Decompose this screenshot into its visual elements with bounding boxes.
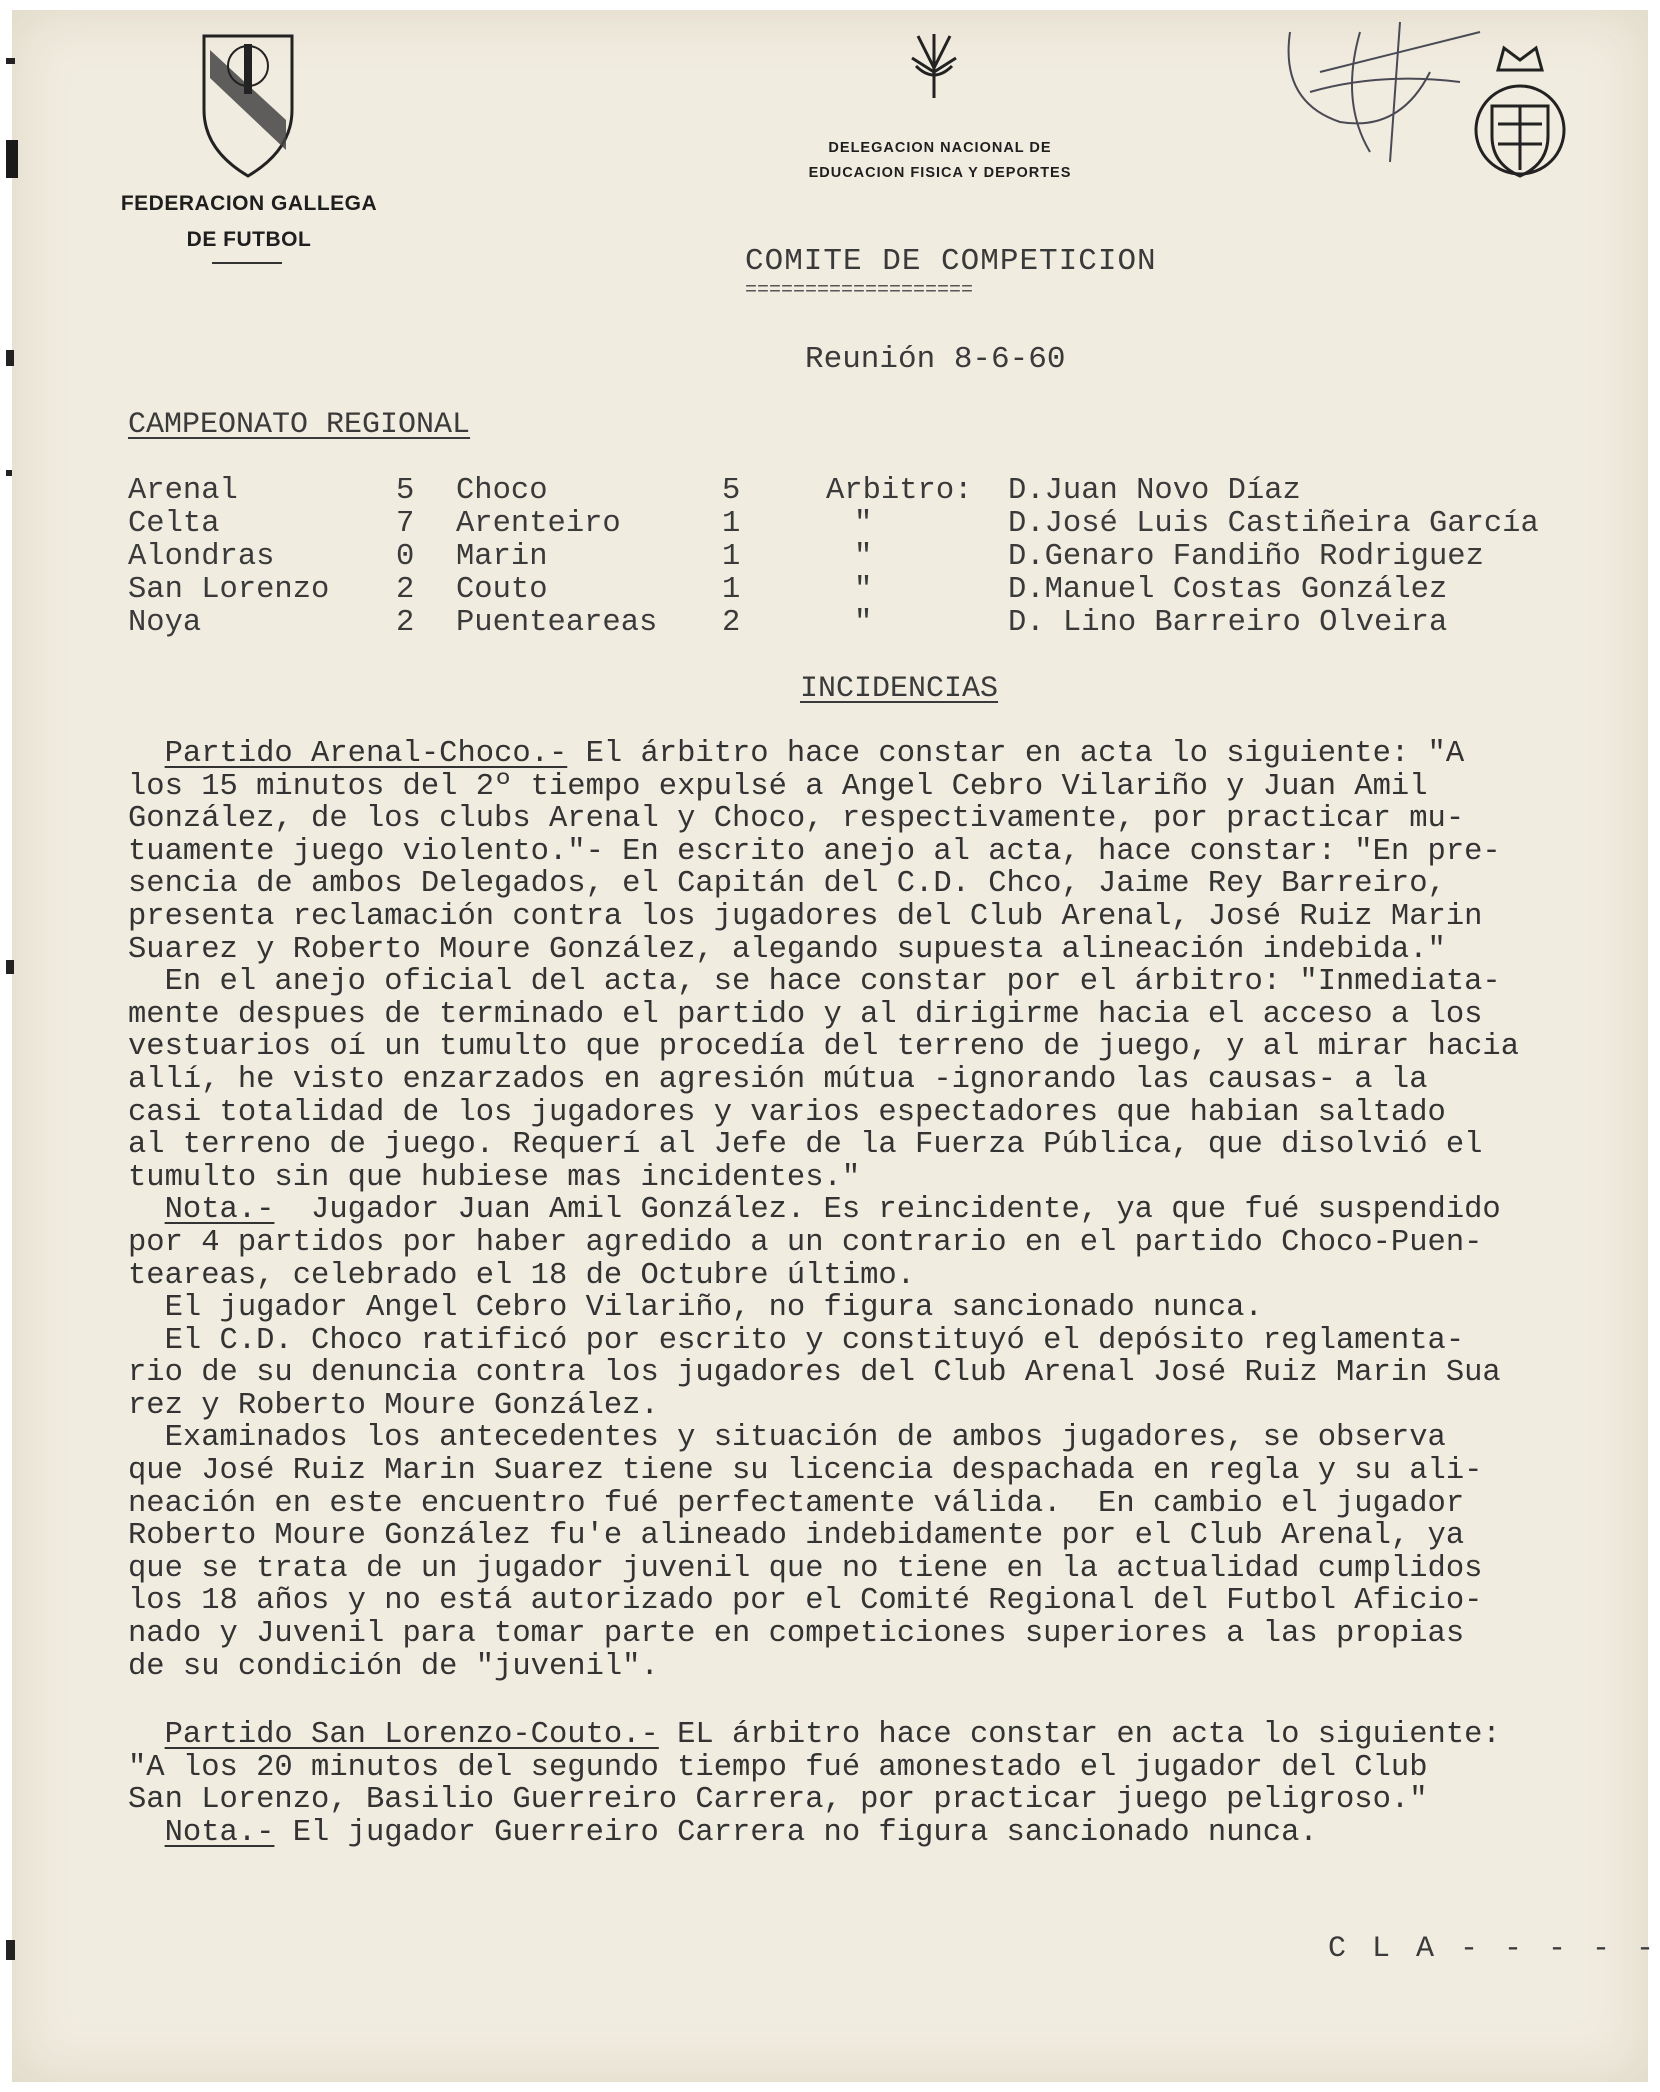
title-double-rule: =================== — [745, 279, 974, 302]
text-line: los 15 minutos del 2º tiempo expulsé a Angel Cebro Vilariño y Juan Amil — [128, 769, 1428, 804]
text-line: sencia de ambos Delegados, el Capitán del C.D. Chco, Jaime Rey Barreiro, — [128, 867, 1446, 902]
away-score: 1 — [722, 540, 741, 574]
text-line: vestuarios oí un tumulto que procedía del terreno de juego, y al mirar hacia — [128, 1030, 1520, 1065]
text-line: San Lorenzo, Basilio Guerreiro Carrera, por practicar juego peligroso." — [128, 1783, 1428, 1818]
home-score: 7 — [396, 507, 415, 541]
incidents-body — [128, 738, 1648, 1850]
federation-name: FEDERACION GALLEGA DE FUTBOL — [120, 192, 378, 251]
text-line: El C.D. Choco ratificó por escrito y constituyó el depósito reglamenta- — [128, 1323, 1465, 1358]
meeting-date: Reunión 8-6-60 — [805, 342, 1066, 377]
match1-heading: Partido Arenal-Choco.- — [164, 737, 568, 771]
text-line: allí, he visto enzarzados en agresión mútua -ignorando las causas- a la — [128, 1062, 1428, 1097]
note-label: Nota.- — [164, 1816, 275, 1850]
home-team: Alondras — [128, 540, 275, 574]
referee-name: D. Lino Barreiro Olveira — [1008, 606, 1448, 640]
match1-first-line-text: El árbitro hace constar en acta lo siguiente: "A — [567, 737, 1465, 771]
text-line: tuamente juego violento."- En escrito anejo al acta, hace constar: "En pre- — [128, 834, 1501, 869]
text-line: teareas, celebrado el 18 de Octubre último. — [128, 1258, 916, 1293]
away-team: Choco — [456, 474, 548, 508]
continuation-mark: C L A - - - - - — [1328, 1932, 1659, 1966]
away-score: 2 — [722, 606, 741, 640]
text-line: tumulto sin que hubiese mas incidentes." — [128, 1160, 861, 1195]
away-score: 1 — [722, 573, 741, 607]
match1-first-line — [128, 738, 1648, 771]
away-team: Marin — [456, 540, 548, 574]
text-line: En el anejo oficial del acta, se hace constar por el árbitro: "Inmediata- — [128, 965, 1501, 1000]
result-row — [128, 573, 1638, 606]
text-line: por 4 partidos por haber agredido a un contrario en el partido Choco-Puen- — [128, 1225, 1483, 1260]
referee-name: D.Manuel Costas González — [1008, 573, 1448, 607]
away-score: 5 — [722, 474, 741, 508]
text-line: al terreno de juego. Requerí al Jefe de la Fuerza Pública, que disolvió el — [128, 1128, 1483, 1163]
text-line: mente despues de terminado el partido y al dirigirme hacia el acceso a los — [128, 997, 1483, 1032]
ditto-mark: " — [854, 540, 873, 574]
home-team: Celta — [128, 507, 220, 541]
text-line: El jugador Angel Cebro Vilariño, no figura sancionado nunca. — [128, 1291, 1263, 1326]
text-line: casi totalidad de los jugadores y varios espectadores que habian saltado — [128, 1095, 1446, 1130]
text-line: Roberto Moure González fu'e alineado indebidamente por el Club Arenal, ya — [128, 1519, 1465, 1554]
result-row — [128, 606, 1638, 639]
match2-first-line — [128, 1719, 1648, 1752]
result-row — [128, 540, 1638, 573]
match2-first-line-text: EL árbitro hace constar en acta lo siguiente: — [658, 1718, 1501, 1753]
note-text: Jugador Juan Amil González. Es reincidente, ya que fué suspendido — [274, 1193, 1501, 1228]
result-row — [128, 474, 1638, 507]
incidents-heading: INCIDENCIAS — [800, 672, 999, 706]
home-score: 2 — [396, 606, 415, 640]
text-line: que se trata de un jugador juvenil que no tiene en la actualidad cumplidos — [128, 1551, 1483, 1586]
federation-shield-logo — [200, 30, 296, 180]
text-line: "A los 20 minutos del segundo tiempo fué amonestado el jugador del Club — [128, 1750, 1428, 1785]
federation-rule — [212, 262, 282, 264]
text-line: presenta reclamación contra los jugadores del Club Arenal, José Ruiz Marin — [128, 899, 1483, 934]
text-line: que José Ruiz Marin Suarez tiene su licencia despachada en regla y su ali- — [128, 1454, 1483, 1489]
result-row — [128, 507, 1638, 540]
referee-name: D.José Luis Castiñeira García — [1008, 507, 1539, 541]
home-score: 2 — [396, 573, 415, 607]
delegation-name: DELEGACION NACIONAL DE EDUCACION FISICA Y DEPORTES — [808, 140, 1072, 181]
note-text: El jugador Guerreiro Carrera no figura sancionado nunca. — [274, 1816, 1318, 1850]
match2-note-line — [128, 1817, 1648, 1850]
paragraph-gap — [128, 1683, 1648, 1719]
referee-label: Arbitro: — [826, 474, 973, 508]
text-line: rio de su denuncia contra los jugadores del Club Arenal José Ruiz Marin Sua — [128, 1356, 1501, 1391]
away-team: Puenteareas — [456, 606, 658, 640]
ditto-mark: " — [854, 606, 873, 640]
ditto-mark: " — [854, 507, 873, 541]
text-line: neación en este encuentro fué perfectamente válida. En cambio el jugador — [128, 1486, 1465, 1521]
handwritten-signature — [1280, 12, 1490, 162]
home-team: Arenal — [128, 474, 238, 508]
ditto-mark: " — [854, 573, 873, 607]
away-score: 1 — [722, 507, 741, 541]
home-team: San Lorenzo — [128, 573, 330, 607]
match2-heading: Partido San Lorenzo-Couto.- — [164, 1718, 659, 1753]
away-team: Couto — [456, 573, 548, 607]
text-line: González, de los clubs Arenal y Choco, respectivamente, por practicar mu- — [128, 802, 1465, 837]
text-line: nado y Juvenil para tomar parte en competiciones superiores a las propias — [128, 1617, 1465, 1652]
text-line: Examinados los antecedentes y situación de ambos jugadores, se observa — [128, 1421, 1446, 1456]
home-team: Noya — [128, 606, 202, 640]
text-line: de su condición de "juvenil". — [128, 1649, 659, 1684]
text-line: Suarez y Roberto Moure González, alegando supuesta alineación indebida." — [128, 932, 1446, 967]
away-team: Arenteiro — [456, 507, 621, 541]
match1-note-line — [128, 1194, 1648, 1227]
referee-name: D.Juan Novo Díaz — [1008, 474, 1301, 508]
binder-holes — [6, 0, 30, 2092]
document-title: COMITE DE COMPETICION — [745, 244, 1157, 279]
home-score: 0 — [396, 540, 415, 574]
text-line: los 18 años y no está autorizado por el Comité Regional del Futbol Aficio- — [128, 1584, 1483, 1619]
note-label: Nota.- — [164, 1193, 275, 1228]
results-table — [128, 474, 1638, 639]
home-score: 5 — [396, 474, 415, 508]
royal-federation-emblem — [1468, 40, 1572, 190]
text-line: rez y Roberto Moure González. — [128, 1388, 659, 1423]
referee-name: D.Genaro Fandiño Rodriguez — [1008, 540, 1484, 574]
section-heading: CAMPEONATO REGIONAL — [128, 408, 471, 442]
yoke-arrows-emblem — [908, 28, 960, 102]
